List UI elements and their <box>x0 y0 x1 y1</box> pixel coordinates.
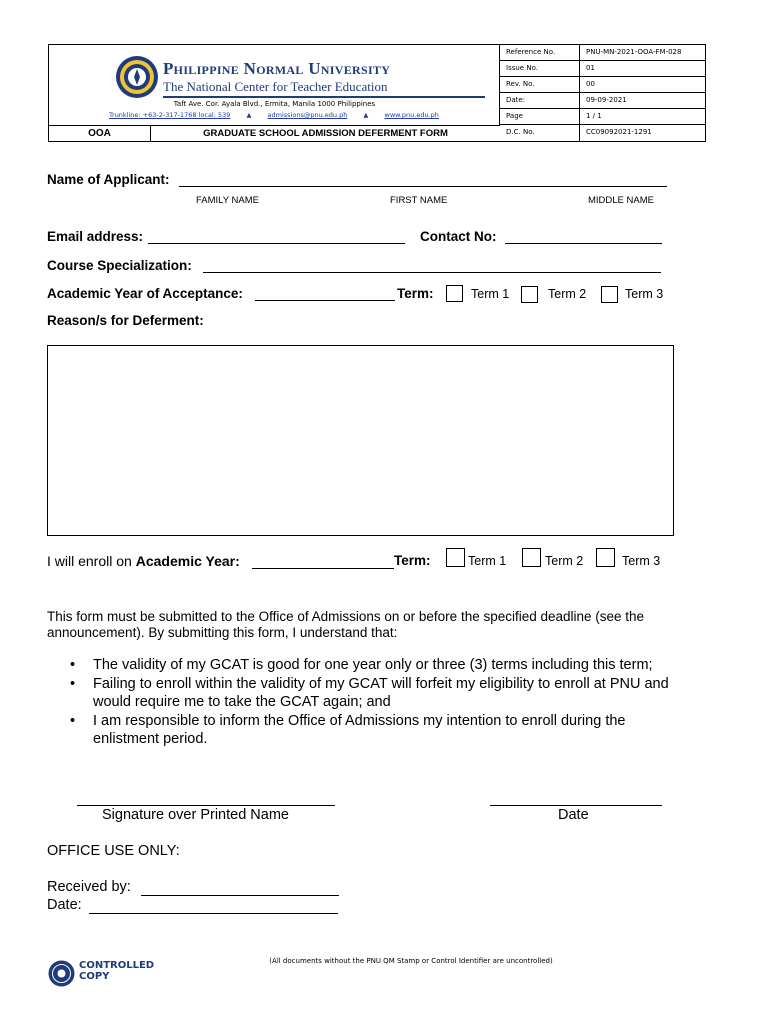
acceptance-term1-checkbox[interactable] <box>446 285 463 302</box>
separator-icon: ▲ <box>363 111 369 119</box>
meta-value: PNU-MN-2021-OOA-FM-028 <box>586 48 682 56</box>
middle-name-caption: MIDDLE NAME <box>588 195 654 206</box>
meta-value: 01 <box>586 64 595 72</box>
meta-key: D.C. No. <box>500 125 580 141</box>
trunkline: Trunkline: +63-2-317-1768 local: 539 <box>109 111 231 119</box>
uncontrolled-note: (All documents without the PNU QM Stamp or Control Identifier are uncontrolled) <box>269 957 553 965</box>
family-name-caption: FAMILY NAME <box>196 195 259 206</box>
signature-caption: Signature over Printed Name <box>102 807 289 823</box>
meta-key: Rev. No. <box>500 77 580 92</box>
email-field[interactable] <box>148 229 405 244</box>
meta-key: Date: <box>500 93 580 108</box>
enroll-term1-label: Term 1 <box>468 554 507 568</box>
received-by-field[interactable] <box>141 881 339 896</box>
signature-date-field[interactable] <box>490 791 662 806</box>
enroll-term1-checkbox[interactable] <box>446 548 465 567</box>
office-date-field[interactable] <box>89 899 338 914</box>
website-link[interactable]: www.pnu.edu.ph <box>384 111 439 119</box>
meta-value: 09-09-2021 <box>586 96 627 104</box>
meta-value: 1 / 1 <box>586 112 602 120</box>
office-code: OOA <box>49 126 151 142</box>
signature-field[interactable] <box>77 791 335 806</box>
document-meta <box>500 45 706 141</box>
notice-list <box>68 656 678 749</box>
acceptance-term2-label: Term 2 <box>548 287 587 301</box>
bullet-icon: • <box>70 676 76 692</box>
admissions-email-link[interactable]: admissions@pnu.edu.ph <box>267 111 348 119</box>
contact-field[interactable] <box>505 229 662 244</box>
list-item <box>68 656 678 674</box>
list-item-text: I am responsible to inform the Office of Admissions my intention to enroll during the enlistment period. <box>93 713 626 747</box>
signature-date-caption: Date <box>558 807 589 823</box>
header-title-row <box>49 125 500 141</box>
notice-intro: This form must be submitted to the Office of Admissions on or before the specified deadline (see the announcement). By submitting this form, I understand that: <box>47 609 645 640</box>
email-label: Email address: <box>47 229 144 244</box>
office-use-title: OFFICE USE ONLY: <box>47 843 180 859</box>
meta-value: 00 <box>586 80 595 88</box>
received-by-label: Received by: <box>47 879 131 895</box>
bullet-icon: • <box>70 657 76 673</box>
reason-label: Reason/s for Deferment: <box>47 313 204 328</box>
enroll-prefix-text: I will enroll on <box>47 553 132 569</box>
enroll-year-label: Academic Year: <box>135 553 240 569</box>
pnu-seal-icon <box>115 55 159 99</box>
course-label: Course Specialization: <box>47 258 192 273</box>
reason-textarea[interactable] <box>47 345 674 536</box>
university-address: Taft Ave. Cor. Ayala Blvd., Ermita, Manila 1000 Philippines <box>173 100 376 108</box>
university-subtitle: The National Center for Teacher Education <box>163 79 388 94</box>
title-rule <box>163 96 485 98</box>
list-item-text: Failing to enroll within the validity of my GCAT will forfeit my eligibility to enroll at PNU and would require me to take the GCAT again; and <box>93 676 669 710</box>
office-date-label: Date: <box>47 897 82 913</box>
header-branding <box>49 45 500 125</box>
enroll-year-field[interactable] <box>252 554 394 569</box>
acceptance-term2-checkbox[interactable] <box>521 286 538 303</box>
meta-date <box>500 93 706 109</box>
stamp-line2: COPY <box>79 971 110 982</box>
acceptance-year-label: Academic Year of Acceptance: <box>47 286 243 301</box>
enroll-prefix <box>47 553 240 569</box>
meta-dc-number <box>500 125 706 141</box>
acceptance-year-field[interactable] <box>255 286 395 301</box>
meta-issue <box>500 61 706 77</box>
enroll-term2-label: Term 2 <box>545 554 584 568</box>
enroll-term3-label: Term 3 <box>622 554 661 568</box>
meta-page <box>500 109 706 125</box>
separator-icon: ▲ <box>246 111 252 119</box>
meta-value: CC09092021-1291 <box>586 128 652 136</box>
list-item-text: The validity of my GCAT is good for one year only or three (3) terms including this term; <box>93 657 653 673</box>
contact-line <box>109 111 489 119</box>
bullet-icon: • <box>70 713 76 729</box>
form-header <box>48 44 706 142</box>
course-field[interactable] <box>203 258 661 273</box>
meta-key: Reference No. <box>500 45 580 60</box>
contact-label: Contact No: <box>420 229 497 244</box>
meta-key: Page <box>500 109 580 124</box>
meta-reference <box>500 45 706 61</box>
stamp-line1: CONTROLLED <box>79 960 155 971</box>
list-item <box>68 712 678 748</box>
list-item <box>68 675 678 711</box>
acceptance-term3-label: Term 3 <box>625 287 664 301</box>
enroll-term-label: Term: <box>394 553 431 568</box>
enroll-term2-checkbox[interactable] <box>522 548 541 567</box>
acceptance-term-label: Term: <box>397 286 434 301</box>
enroll-term3-checkbox[interactable] <box>596 548 615 567</box>
applicant-name-label: Name of Applicant: <box>47 172 170 187</box>
university-name: Philippine Normal University <box>163 59 391 78</box>
first-name-caption: FIRST NAME <box>390 195 448 206</box>
meta-key: Issue No. <box>500 61 580 76</box>
acceptance-term3-checkbox[interactable] <box>601 286 618 303</box>
acceptance-term1-label: Term 1 <box>471 287 510 301</box>
form-title: GRADUATE SCHOOL ADMISSION DEFERMENT FORM <box>203 128 448 139</box>
meta-revision <box>500 77 706 93</box>
applicant-name-field[interactable] <box>179 172 667 187</box>
